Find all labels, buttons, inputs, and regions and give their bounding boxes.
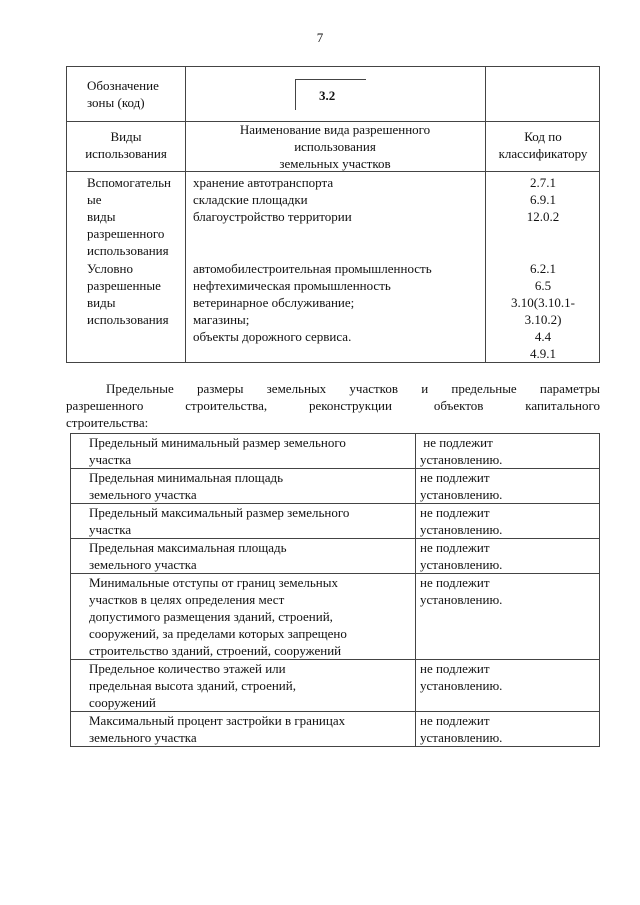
aux-label: Вспомогательн ые виды разрешенного использования [87,175,171,258]
intro-line-2: разрешенного строительства, реконструкции объектов капитального [66,398,600,413]
table-row [71,712,600,747]
param-name: Предельная минимальная площадь земельного участка [71,469,416,504]
table-row [71,574,600,660]
table-row [71,504,600,539]
param-name: Предельная максимальная площадь земельного участка [71,539,416,574]
param-name: Предельное количество этажей или предельная высота зданий, строений, сооружений [71,660,416,712]
param-value: не подлежит установлению. [416,504,600,539]
page-number: 7 [316,30,324,45]
header-code: Код по классификатору [498,129,588,161]
table-row [71,434,600,469]
aux-names: хранение автотранспорта складские площадки благоустройство территории [193,175,352,224]
param-name: Предельный максимальный размер земельного участка [71,504,416,539]
header-types: Виды использования [85,129,167,161]
cond-label: Условно разрешенные виды использования [87,261,169,327]
param-value: не подлежит установлению. [416,574,600,660]
table-row [71,469,600,504]
cond-codes: 6.2.1 6.5 3.10(3.10.1- 3.10.2) 4.4 4.9.1 [511,261,575,361]
table-row [71,539,600,574]
parameters-table [70,433,600,747]
param-value: не подлежит установлению. [416,660,600,712]
param-name: Предельный минимальный размер земельного участка [71,434,416,469]
zone-code: 3.2 [319,88,336,103]
zone-label: Обозначение зоны (код) [87,78,159,110]
param-value: не подлежит установлению. [416,434,600,469]
parameters-intro [66,380,600,431]
table-row [71,660,600,712]
intro-line-1: Предельные размеры земельных участков и предельные параметры [106,381,600,396]
param-value: не подлежит установлению. [416,712,600,747]
param-name: Минимальные отступы от границ земельных участков в целях определения мест допустимого размещения зданий, строений, сооружений, за пределами которых запрещено строительство зданий, строений, сооружений [71,574,416,660]
zone-table [66,66,600,363]
table-divider [185,67,186,362]
header-name: Наименование вида разрешенного использования земельных участков [239,122,431,171]
intro-line-3: строительства: [66,415,149,430]
param-value: не подлежит установлению. [416,469,600,504]
aux-codes: 2.7.1 6.9.1 12.0.2 [526,175,560,224]
param-name: Максимальный процент застройки в границах земельного участка [71,712,416,747]
param-value: не подлежит установлению. [416,539,600,574]
cond-names: автомобилестроительная промышленность нефтехимическая промышленность ветеринарное обслуживание; магазины; объекты дорожного сервиса. [193,261,432,344]
